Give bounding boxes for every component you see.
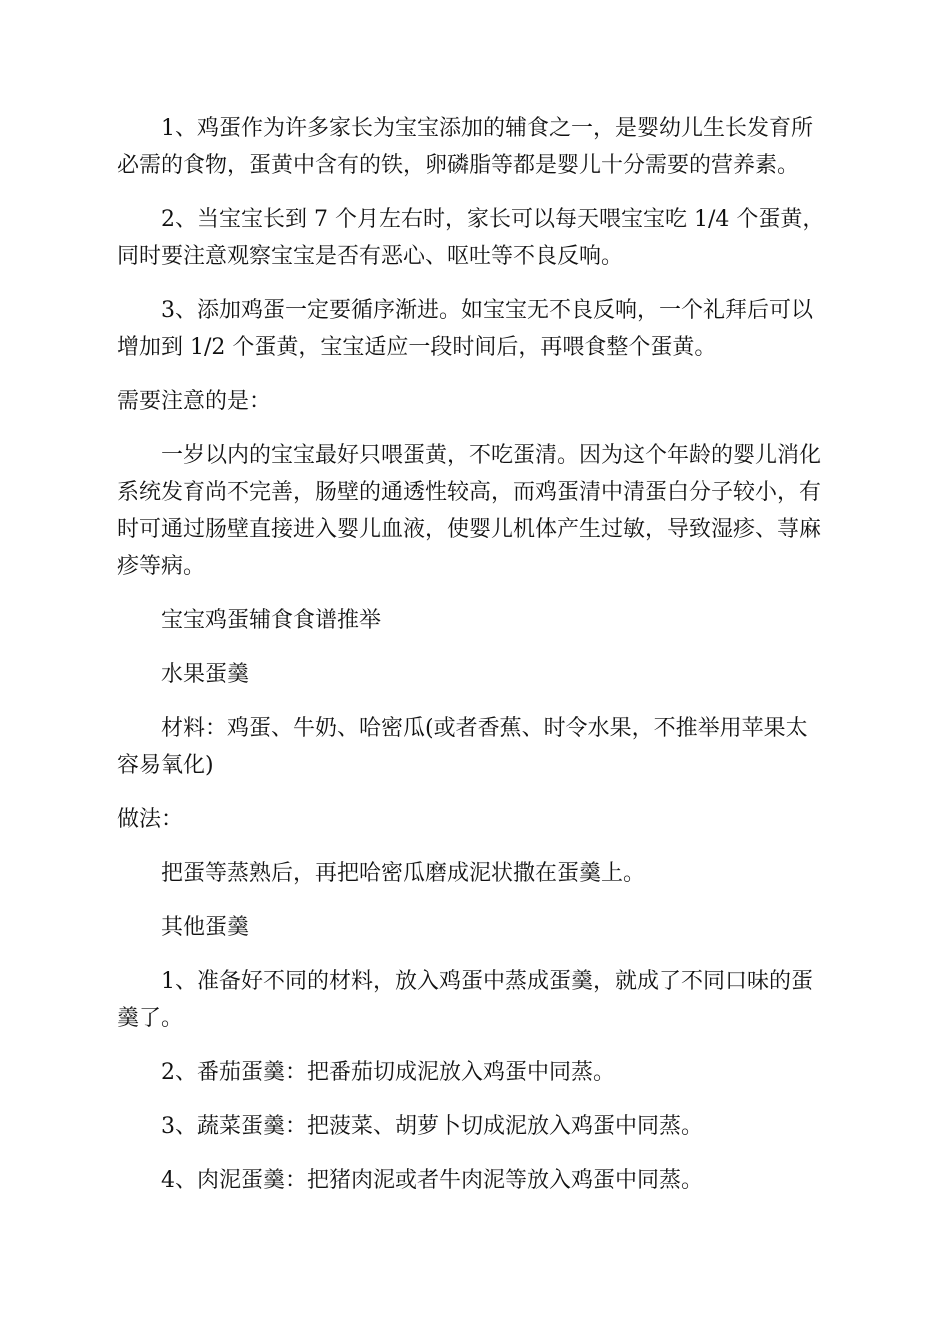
paragraph-line: 3、添加鸡蛋一定要循序渐进。如宝宝无不良反响，一个礼拜后可以 (161, 298, 813, 323)
paragraph-2 (117, 201, 837, 275)
method-heading (117, 801, 837, 838)
notice-heading (117, 383, 837, 420)
paragraph-line: 容易氧化) (117, 753, 214, 778)
recipe-method (117, 855, 837, 892)
document-body (117, 110, 837, 1216)
paragraph-1 (117, 110, 837, 184)
paragraph-line: 系统发育尚不完善，肠壁的通透性较高，而鸡蛋清中清蛋白分子较小，有 (117, 480, 822, 505)
paragraph-line: 做法： (117, 807, 184, 832)
paragraph-line: 2、番茄蛋羹：把番茄切成泥放入鸡蛋中同蒸。 (161, 1060, 615, 1085)
paragraph-line: 其他蛋羹 (161, 915, 250, 940)
paragraph-line: 增加到 1/2 个蛋黄，宝宝适应一段时间后，再喂食整个蛋黄。 (117, 335, 717, 360)
paragraph-line: 把蛋等蒸熟后，再把哈密瓜磨成泥状撒在蛋羹上。 (161, 861, 646, 886)
other-step-3 (117, 1108, 837, 1145)
recipe-ingredients (117, 710, 837, 784)
paragraph-line: 需要注意的是： (117, 389, 272, 414)
paragraph-line: 疹等病。 (117, 554, 206, 579)
paragraph-line: 一岁以内的宝宝最好只喂蛋黄，不吃蛋清。因为这个年龄的婴儿消化 (161, 443, 822, 468)
paragraph-3 (117, 292, 837, 366)
paragraph-line: 羹了。 (117, 1006, 184, 1031)
paragraph-line: 1、鸡蛋作为许多家长为宝宝添加的辅食之一，是婴幼儿生长发育所 (161, 116, 813, 141)
other-step-4 (117, 1162, 837, 1199)
paragraph-notice (117, 437, 837, 585)
paragraph-line: 必需的食物，蛋黄中含有的铁，卵磷脂等都是婴儿十分需要的营养素。 (117, 153, 800, 178)
paragraph-line: 1、准备好不同的材料，放入鸡蛋中蒸成蛋羹，就成了不同口味的蛋 (161, 969, 813, 994)
other-step-2 (117, 1054, 837, 1091)
recipe-title-fruit (117, 656, 837, 693)
recipe-title-other (117, 909, 837, 946)
recipe-section-title (117, 602, 837, 639)
paragraph-line: 2、当宝宝长到 7 个月左右时，家长可以每天喂宝宝吃 1/4 个蛋黄， (161, 207, 825, 232)
paragraph-line: 3、蔬菜蛋羹：把菠菜、胡萝卜切成泥放入鸡蛋中同蒸。 (161, 1114, 703, 1139)
paragraph-line: 4、肉泥蛋羹：把猪肉泥或者牛肉泥等放入鸡蛋中同蒸。 (161, 1168, 703, 1193)
paragraph-line: 宝宝鸡蛋辅食食谱推举 (161, 608, 382, 633)
paragraph-line: 同时要注意观察宝宝是否有恶心、呕吐等不良反响。 (117, 244, 624, 269)
paragraph-line: 水果蛋羹 (161, 662, 250, 687)
other-step-1 (117, 963, 837, 1037)
paragraph-line: 时可通过肠壁直接进入婴儿血液，使婴儿机体产生过敏，导致湿疹、荨麻 (117, 517, 822, 542)
paragraph-line: 材料：鸡蛋、牛奶、哈密瓜(或者香蕉、时令水果，不推举用苹果太 (161, 716, 808, 741)
